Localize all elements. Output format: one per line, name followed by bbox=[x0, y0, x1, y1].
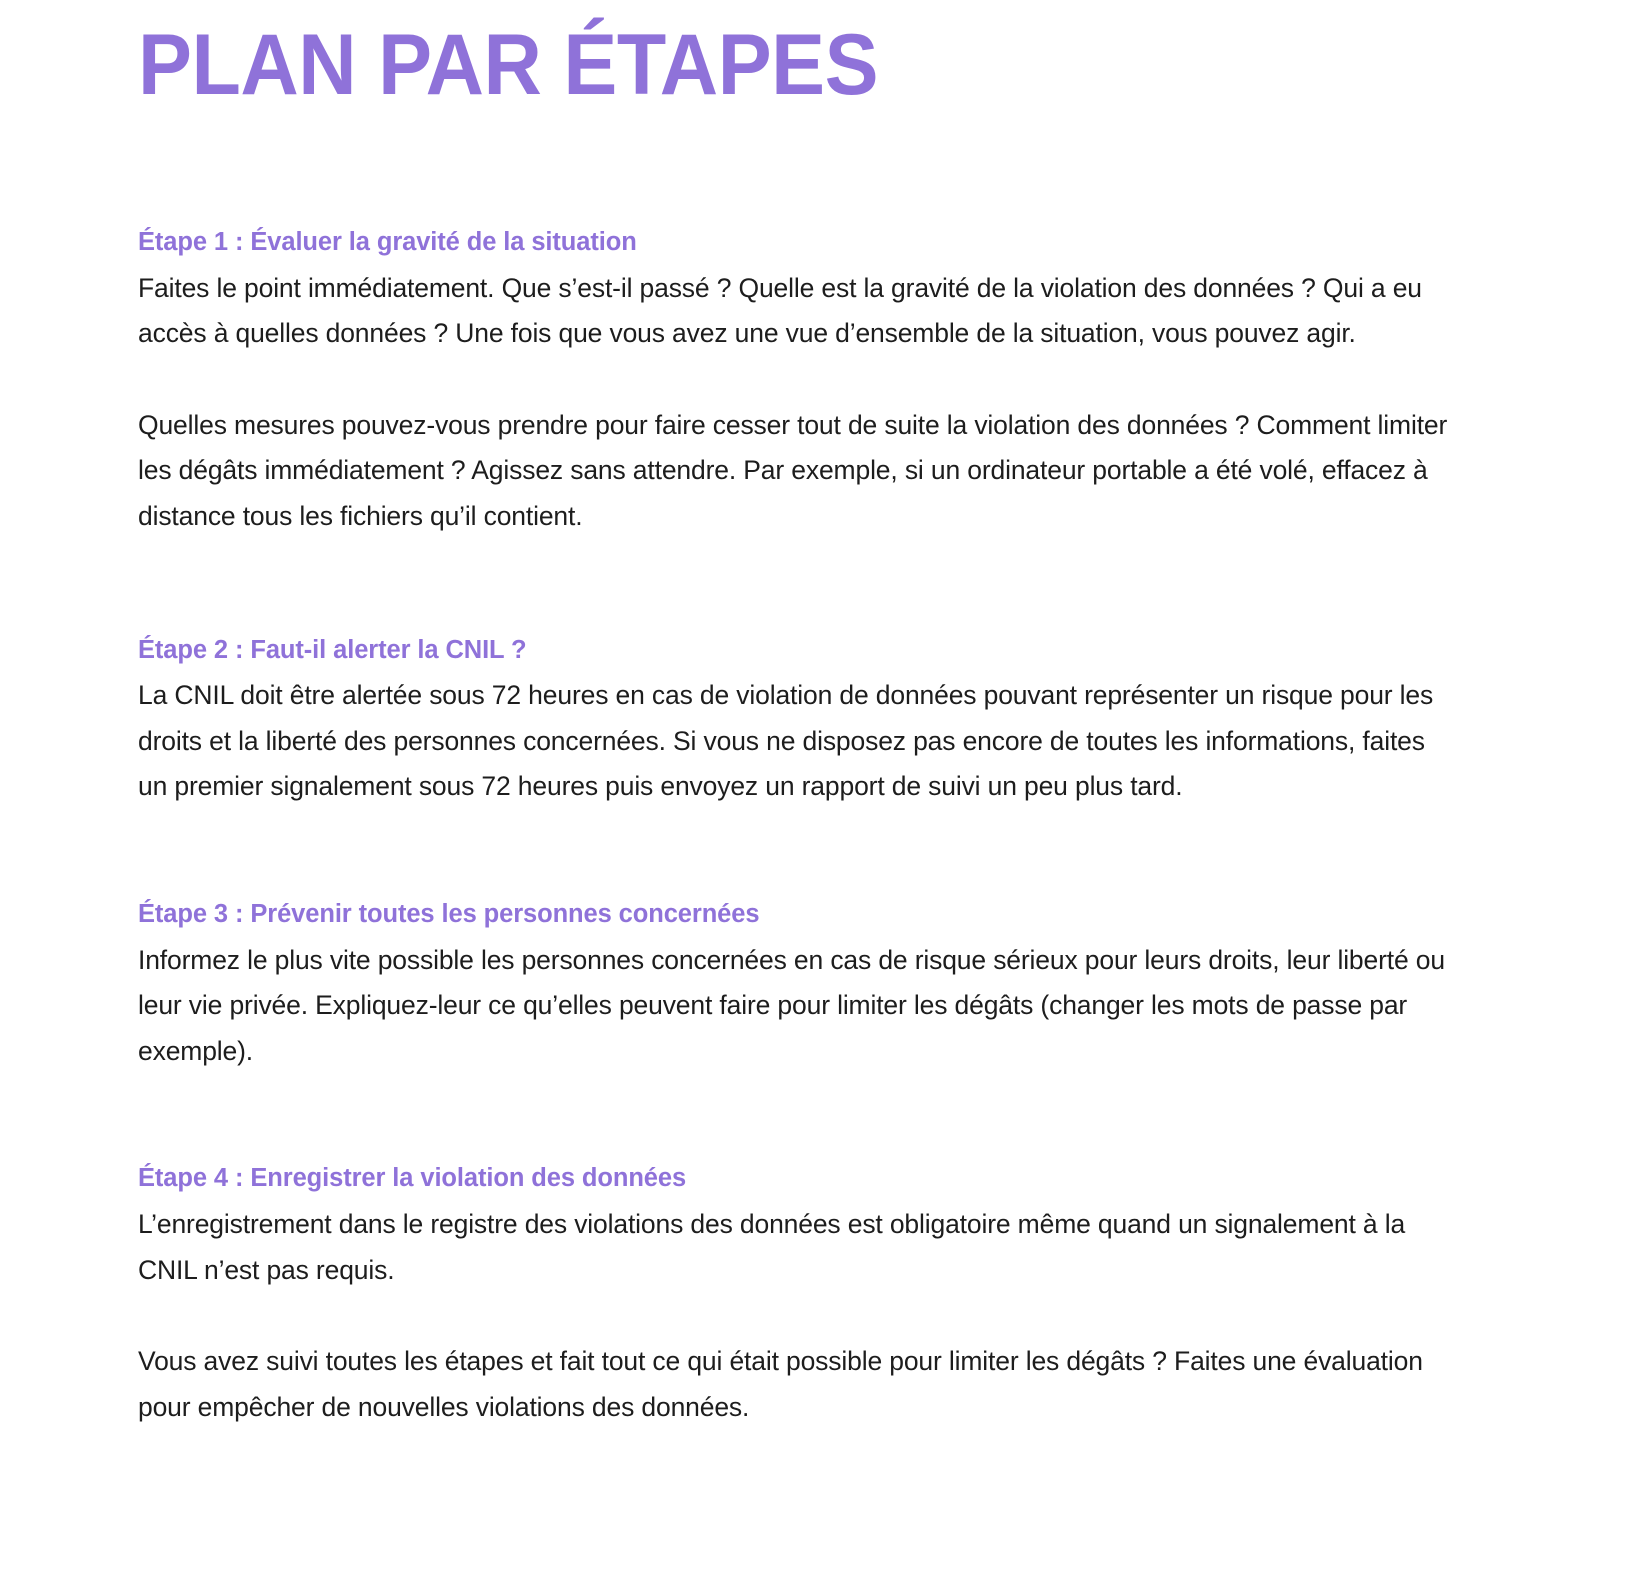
page-title: PLAN PAR ÉTAPES bbox=[138, 17, 879, 113]
step-1-heading: Étape 1 : Évaluer la gravité de la situation bbox=[138, 228, 637, 256]
content-column bbox=[138, 0, 1458, 1430]
step-2-paragraph-1: La CNIL doit être alertée sous 72 heures en cas de violation de données pouvant représenter un risque pour les droits et la liberté des personnes concernées. Si vous ne disposez pas encore de toutes les informations, faites un premier signalement sous 72 heures puis envoyez un rapport de suivi un peu plus tard. bbox=[138, 680, 1434, 802]
step-section-4 bbox=[138, 1162, 1458, 1430]
step-section-2 bbox=[138, 634, 1458, 810]
step-section-1 bbox=[138, 226, 1458, 540]
step-1-paragraph-1: Faites le point immédiatement. Que s’est-il passé ? Quelle est la gravité de la violation des données ? Qui a eu accès à quelles données ? Une fois que vous avez une vue d’ensemble de la situation, vous pouvez agir. bbox=[138, 272, 1422, 349]
step-1-paragraph-2: Quelles mesures pouvez-vous prendre pour faire cesser tout de suite la violation des données ? Comment limiter les dégâts immédiatement ? Agissez sans attendre. Par exemple, si un ordinateur portable a été volé, effacez à distance tous les fichiers qu’il contient. bbox=[138, 409, 1448, 531]
step-4-paragraph-2: Vous avez suivi toutes les étapes et fait tout ce qui était possible pour limiter les dégâts ? Faites une évaluation pour empêcher de nouvelles violations des données. bbox=[138, 1346, 1423, 1422]
step-3-heading: Étape 3 : Prévenir toutes les personnes concernées bbox=[138, 899, 760, 928]
step-4-paragraph-1: L’enregistrement dans le registre des violations des données est obligatoire même quand un signalement à la CNIL n’est pas requis. bbox=[138, 1208, 1406, 1285]
step-2-heading: Étape 2 : Faut-il alerter la CNIL ? bbox=[138, 635, 527, 664]
step-4-heading: Étape 4 : Enregistrer la violation des données bbox=[138, 1164, 687, 1193]
steps-list bbox=[138, 226, 1458, 1430]
step-section-3 bbox=[138, 898, 1458, 1074]
step-3-paragraph-1: Informez le plus vite possible les personnes concernées en cas de risque sérieux pour leurs droits, leur liberté ou leur vie privée. Expliquez-leur ce qu’elles peuvent faire pour limiter les dégâts (changer les mots de passe par exemple). bbox=[138, 944, 1445, 1066]
